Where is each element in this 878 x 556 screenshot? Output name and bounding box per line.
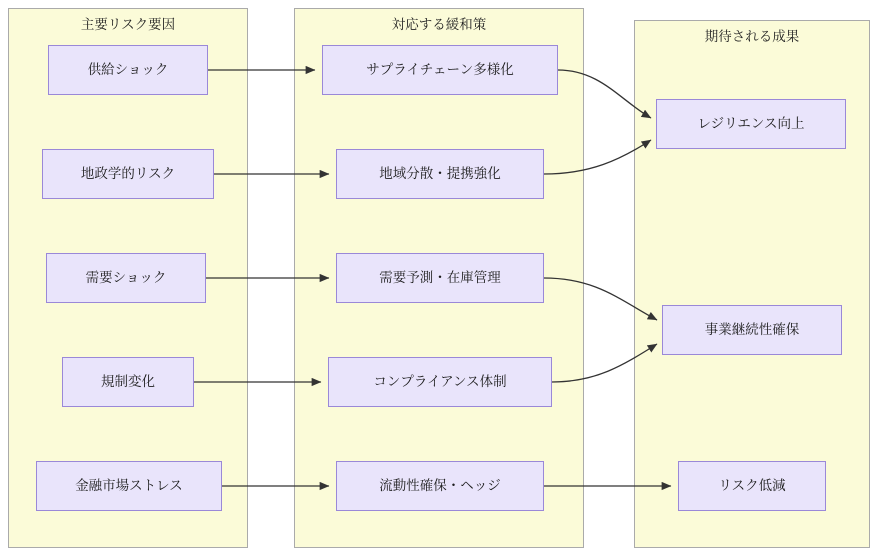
node-label: 金融市場ストレス xyxy=(75,477,183,493)
node-resilience-improvement[interactable] xyxy=(656,99,846,149)
node-label: 流動性確保・ヘッジ xyxy=(379,477,501,493)
node-regulatory-change[interactable] xyxy=(62,357,194,407)
node-risk-reduction[interactable] xyxy=(678,461,826,511)
node-label: 需要予測・在庫管理 xyxy=(379,269,501,285)
node-supply-chain-diversification[interactable] xyxy=(322,45,558,95)
node-label: 地政学的リスク xyxy=(80,165,176,181)
lane-title-mitigations: 対応する緩和策 xyxy=(391,17,487,32)
node-geopolitical-risk[interactable] xyxy=(42,149,214,199)
node-compliance-system[interactable] xyxy=(328,357,552,407)
node-label: リスク低減 xyxy=(718,477,786,493)
node-label: サプライチェーン多様化 xyxy=(366,61,514,77)
node-supply-shock[interactable] xyxy=(48,45,208,95)
node-regional-diversification[interactable] xyxy=(336,149,544,199)
node-label: 規制変化 xyxy=(101,373,155,389)
node-label: 事業継続性確保 xyxy=(704,321,800,337)
node-liquidity-hedge[interactable] xyxy=(336,461,544,511)
lane-title-outcomes: 期待される成果 xyxy=(704,29,800,44)
node-demand-shock[interactable] xyxy=(46,253,206,303)
node-business-continuity[interactable] xyxy=(662,305,842,355)
node-label: レジリエンス向上 xyxy=(697,115,805,131)
lane-title-risk-factors: 主要リスク要因 xyxy=(80,17,176,32)
node-label: コンプライアンス体制 xyxy=(373,373,507,389)
node-label: 供給ショック xyxy=(87,61,169,77)
node-financial-market-stress[interactable] xyxy=(36,461,222,511)
node-demand-forecast-inventory[interactable] xyxy=(336,253,544,303)
node-label: 需要ショック xyxy=(85,269,167,285)
node-label: 地域分散・提携強化 xyxy=(379,165,501,181)
